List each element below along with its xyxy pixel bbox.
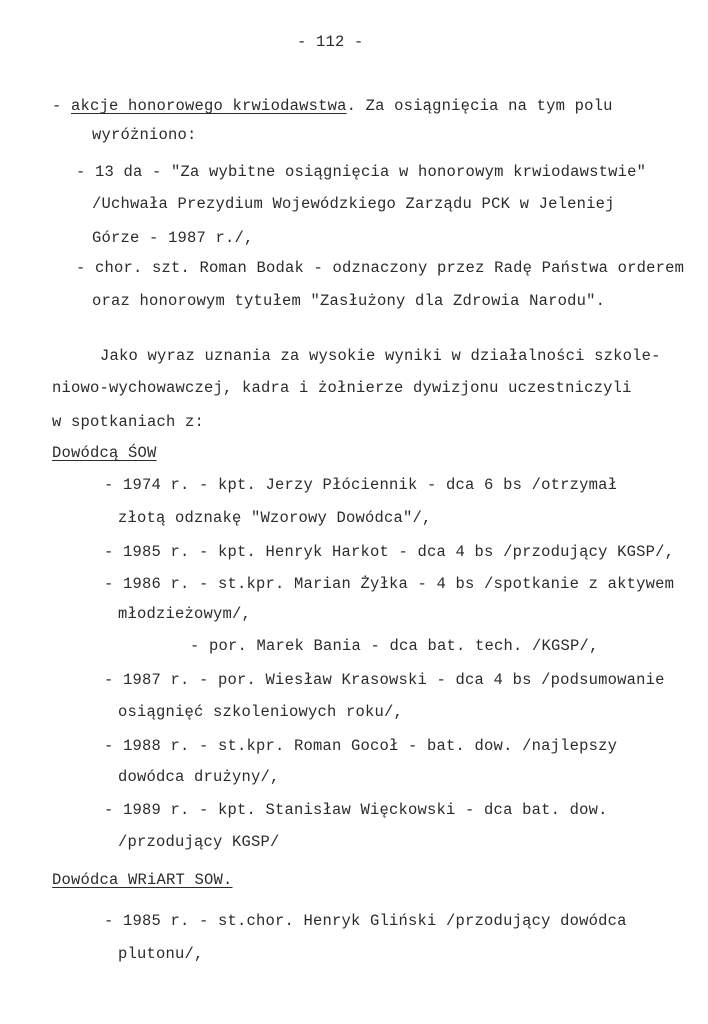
- text-line: /Uchwała Prezydium Wojewódzkiego Zarządu PCK w Jeleniej: [92, 195, 615, 213]
- item-dash: -: [52, 97, 62, 115]
- paragraph-line: niowo-wychowawczej, kadra i żołnierze dywizjonu uczestniczyli: [52, 379, 632, 397]
- list-item: - 1988 r. - st.kpr. Roman Gocoł - bat. dow. /najlepszy: [104, 737, 618, 755]
- section-item-akcje: [52, 96, 613, 116]
- list-item: - por. Marek Bania - dca bat. tech. /KGSP/,: [190, 637, 599, 655]
- list-item: - 1989 r. - kpt. Stanisław Więckowski - dca bat. dow.: [104, 801, 608, 819]
- paragraph-line: w spotkaniach z:: [52, 413, 205, 431]
- item-rest: . Za osiągnięcia na tym polu: [346, 97, 613, 115]
- text-line: - chor. szt. Roman Bodak - odznaczony przez Radę Państwa orderem: [76, 259, 685, 277]
- list-item-continuation: młodzieżowym/,: [118, 605, 252, 623]
- list-item-continuation: /przodujący KGSP/: [118, 833, 280, 851]
- list-item-continuation: złotą odznakę "Wzorowy Dowódca"/,: [118, 509, 432, 527]
- list-item-continuation: plutonu/,: [118, 945, 204, 963]
- list-item: - 1974 r. - kpt. Jerzy Płóciennik - dca 6 bs /otrzymał: [104, 476, 618, 494]
- text-line: - 13 da - "Za wybitne osiągnięcia w honorowym krwiodawstwie": [76, 163, 647, 181]
- page-number: - 112 -: [297, 33, 364, 51]
- section-heading: Dowódca WRiART SOW.: [52, 871, 233, 889]
- text-line: Górze - 1987 r./,: [92, 229, 254, 247]
- section-heading: Dowódcą ŚOW: [52, 444, 157, 462]
- list-item: - 1985 r. - kpt. Henryk Harkot - dca 4 bs /przodujący KGSP/,: [104, 543, 675, 561]
- item-title: akcje honorowego krwiodawstwa: [71, 97, 347, 115]
- list-item: - 1986 r. - st.kpr. Marian Żyłka - 4 bs /spotkanie z aktywem: [104, 575, 675, 593]
- paragraph-line: Jako wyraz uznania za wysokie wyniki w działalności szkole-: [100, 347, 661, 365]
- list-item-continuation: dowódca drużyny/,: [118, 768, 280, 786]
- text-line: oraz honorowym tytułem "Zasłużony dla Zdrowia Narodu".: [92, 292, 606, 310]
- list-item: - 1987 r. - por. Wiesław Krasowski - dca 4 bs /podsumowanie: [104, 671, 665, 689]
- list-item: - 1985 r. - st.chor. Henryk Gliński /przodujący dowódca: [104, 912, 627, 930]
- text-line: wyróżniono:: [92, 126, 197, 144]
- list-item-continuation: osiągnięć szkoleniowych roku/,: [118, 703, 404, 721]
